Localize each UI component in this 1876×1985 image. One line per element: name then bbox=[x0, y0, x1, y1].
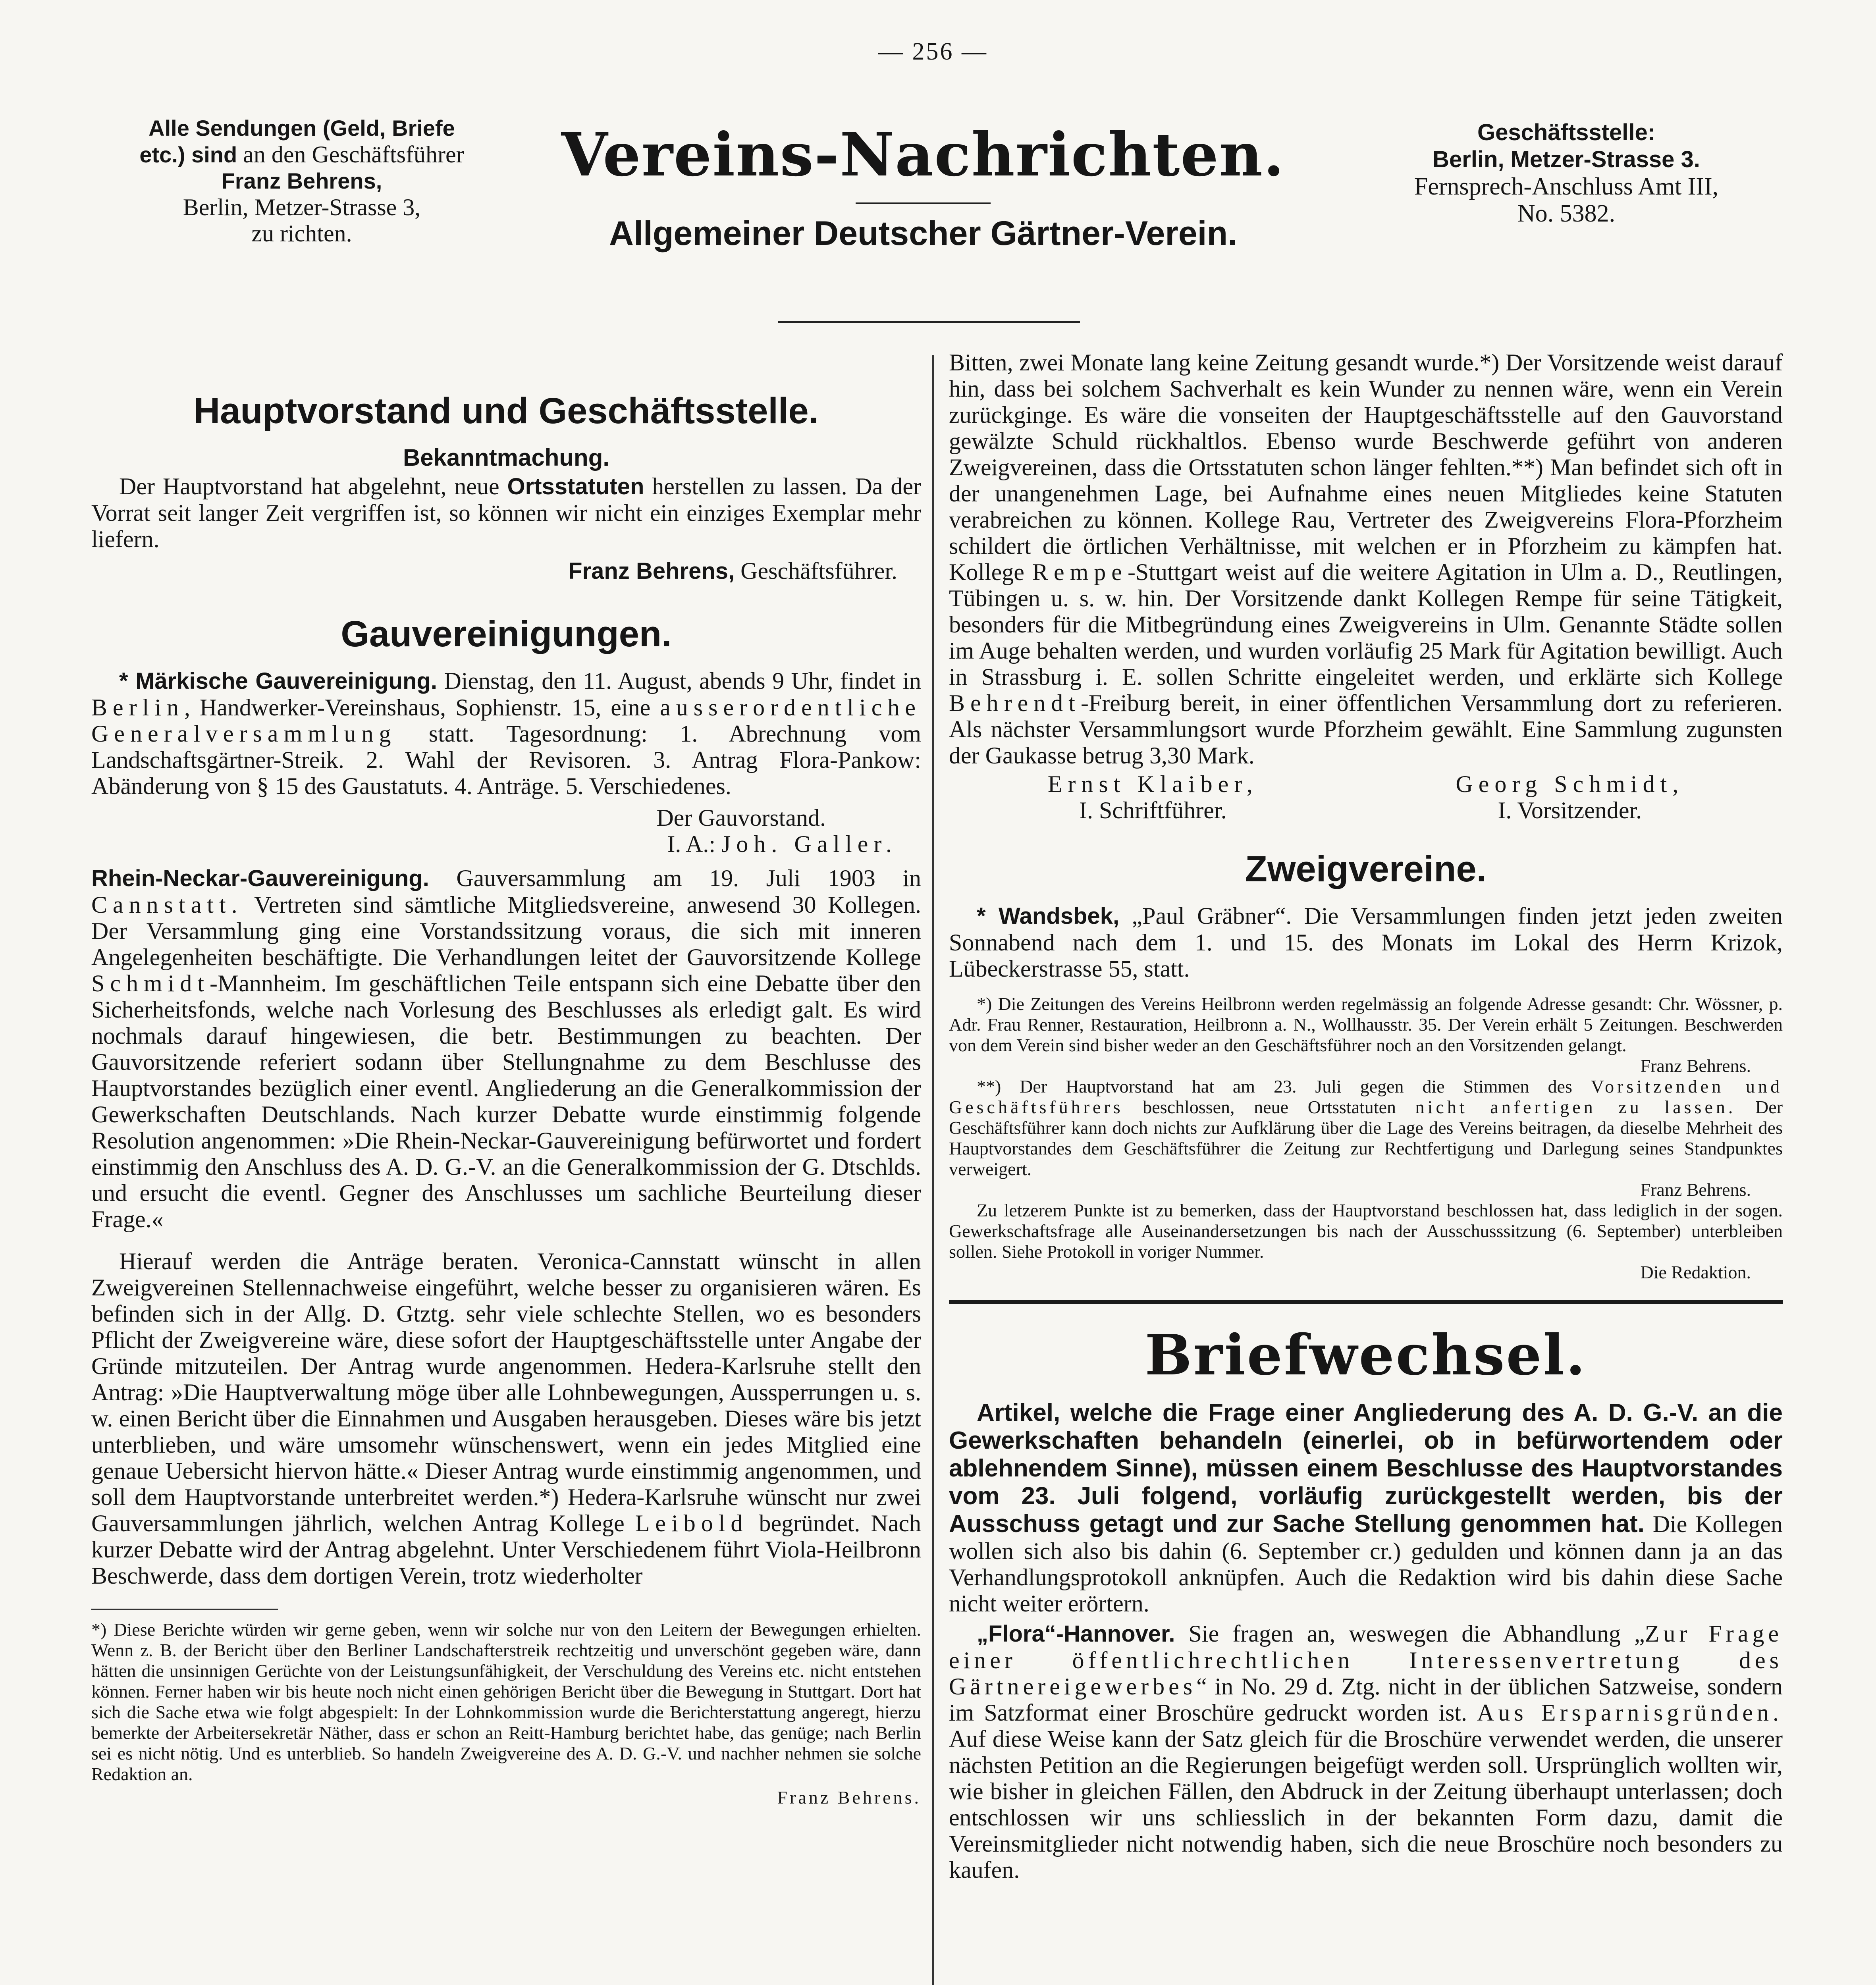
signatures-gau bbox=[949, 771, 1783, 823]
masthead-title: Vereins-Nachrichten. bbox=[561, 120, 1285, 190]
footnote-ortsstatuten-signature: Franz Behrens. bbox=[1640, 1179, 1751, 1200]
header-left-line4: Berlin, Metzer-Strasse 3, bbox=[183, 194, 421, 220]
footnote-ortsstatuten: **) Der Hauptvorstand hat am 23. Juli gegen die Stimmen des Vorsitzenden und Geschäftsführers beschlossen, neue Ortsstatuten nicht anfertigen zu lassen. Der Geschäftsführer kann doch nichts zur Aufklärung über die Lage des Vereins beitragen, da dieselbe Mehrheit des Hauptvorstandes dem Geschäftsführer die Zeitung zur Rechtfertigung und Darlegung seines Standpunktes verweigert. bbox=[949, 1076, 1783, 1179]
header-right-line3: Fernsprech-Anschluss Amt III, bbox=[1414, 173, 1719, 200]
footnote-heilbronn: *) Die Zeitungen des Vereins Heilbronn werden regelmässig an folgende Adresse gesandt: Chr. Wössner, p. Adr. Frau Renner, Restauration, Heilbronn a. N., Wollhausstr. 35. Der Verein erhält 5 Zeitungen. Beschwerden von dem Verein sind bisher weder an den Geschäftsführer noch an den Vorsitzenden gelangt. bbox=[949, 994, 1783, 1055]
header-right-line1: Geschäftsstelle: bbox=[1477, 119, 1656, 145]
footnote-redaktion: Zu letzerem Punkte ist zu bemerken, dass der Hauptvorstand beschlossen hat, dass lediglich in der sogen. Gewerkschaftsfrage alle Auseinandersetzungen bis nach der Ausschusssitzung (6. September) unterbleiben sollen. Siehe Protokoll in voriger Nummer. bbox=[949, 1200, 1783, 1262]
column-divider bbox=[932, 355, 934, 1985]
heading-hauptvorstand: Hauptvorstand und Geschäftsstelle. bbox=[193, 391, 819, 431]
paragraph-continued: Bitten, zwei Monate lang keine Zeitung gesandt wurde.*) Der Vorsitzende weist darauf hin, dass bei solchem Sachverhalt es kein Wunder zu nennen wäre, wenn ein Verein zurückginge. Es wäre die vonseiten der Hauptgeschäftsstelle auf den Gauvorstand gewälzte Schuld rückhaltlos. Ebenso wurde Beschwerde geführt von anderen Zweigvereinen, dass die Ortsstatuten schon länger fehlten.**) Man befindet sich oft in der unangenehmen Lage, bei Aufnahme eines neuen Mitgliedes keine Statuten verabreichen zu können. Kollege Rau, Vertreter des Zweigvereins Flora-Pforzheim schildert die örtlichen Verhältnisse, mit welchen er in Pforzheim zu kämpfen hat. Kollege Rempe-Stuttgart weist auf die weitere Agitation in Ulm a. D., Reutlingen, Tübingen u. s. w. hin. Der Vorsitzende dankt Kollegen Rempe für seine Tätigkeit, besonders für die Mitbegründung eines Zweigvereins in Ulm. Genannte Städte sollen im Auge behalten werden, und wurden vorläufig 25 Mark für Agitation bewilligt. Auch in Strassburg i. E. sollen Schritte eingeleitet werden, und erklärte sich Kollege Behrendt-Freiburg bereit, in einer öffentlichen Versammlung dort zu referieren. Als nächster Versammlungsort wurde Pforzheim gewählt. Eine Sammlung zugunsten der Gaukasse betrug 3,30 Mark. bbox=[949, 349, 1783, 769]
paragraph-wandsbek: * Wandsbek, „Paul Gräbner“. Die Versammlungen finden jetzt jeden zweiten Sonnabend nach dem 1. und 15. des Monats im Lokal des Herrn Krizok, Lübeckerstrasse 55, statt. bbox=[949, 903, 1783, 982]
header-right-office bbox=[1338, 119, 1795, 227]
footnote-rule bbox=[91, 1609, 278, 1610]
header-divider bbox=[778, 321, 1080, 323]
paragraph-rhein-neckar: Rhein-Neckar-Gauvereinigung. Gauversammlung am 19. Juli 1903 in Cannstatt. Vertreten sind sämtliche Mitgliedsvereine, anwesend 30 Kollegen. Der Versammlung ging eine Vorstandssitzung voraus, die sich mit inneren Angelegenheiten beschäftigte. Die Verhandlungen leitet der Gauvorsitzende Kollege Schmidt-Mannheim. Im geschäftlichen Teile entspann sich eine Debatte über den Sicherheitsfonds, welche nach Vorlesung des Beschlusses als erledigt galt. Es wird nochmals darauf hingewiesen, die betr. Bestimmungen zu beachten. Der Gauvorsitzende referiert sodann über Stellungnahme zu dem Beschlusse des Hauptvorstandes bezüglich einer eventl. Angliederung an die Generalkommission der Gewerkschaften Deutschlands. Nach kurzer Debatte wurde einstimmig folgende Resolution angenommen: »Die Rhein-Neckar-Gauvereinigung befürwortet und fordert einstimmig den Anschluss des A. D. G.-V. an die Generalkommission der G. Dtschlds. und ersucht die eventl. Gegner des Anschlusses um sachliche Beurteilung dieser Frage.« bbox=[91, 865, 921, 1232]
signature-schmidt: Georg Schmidt, I. Vorsitzender. bbox=[1456, 771, 1684, 823]
paragraph-ortsstatuten: Der Hauptvorstand hat abgelehnt, neue Ortsstatuten herstellen zu lassen. Da der Vorrat seit langer Zeit vergriffen ist, so können wir nicht ein einziges Exemplar mehr liefern. bbox=[91, 473, 921, 552]
signature-klaiber: Ernst Klaiber, I. Schriftführer. bbox=[1047, 771, 1258, 823]
signature-behrens: Franz Behrens, Geschäftsführer. bbox=[568, 558, 897, 584]
header-left-line2: etc.) sind an den Geschäftsführer bbox=[139, 141, 464, 168]
heading-gauvereinigungen: Gauvereinigungen. bbox=[341, 614, 672, 654]
header-left-address bbox=[91, 115, 512, 247]
paragraph-maerkische: * Märkische Gauvereinigung. Dienstag, den 11. August, abends 9 Uhr, findet in Berlin, Handwerker-Vereinshaus, Sophienstr. 15, eine ausserordentliche Generalversammlung statt. Tagesordnung: 1. Abrechnung vom Landschaftsgärtner-Streik. 2. Wahl der Revisoren. 3. Antrag Flora-Pankow: Abänderung von § 15 des Gaustatuts. 4. Anträge. 5. Verschiedenes. bbox=[91, 668, 921, 799]
masthead-subtitle: Allgemeiner Deutscher Gärtner-Verein. bbox=[609, 214, 1237, 252]
paragraph-antraege: Hierauf werden die Anträge beraten. Veronica-Cannstatt wünscht in allen Zweigvereinen Stellennachweise eingeführt, welche besser zu organisieren wären. Es befinden sich in der Allg. D. Gtztg. sehr viele schlechte Stellen, wo es besonders Pflicht der Zweigvereine wäre, diese sofort der Hauptgeschäftsstelle unter Angabe der Gründe mitzuteilen. Der Antrag wurde angenommen. Hedera-Karlsruhe stellt den Antrag: »Die Hauptverwaltung möge über alle Lohnbewegungen, Aussperrungen u. s. w. einen Bericht über die Einnahmen und Ausgaben herausgeben. Dieses wäre bis jetzt unterblieben, und wäre umsomehr wünschenswert, wenn ein jedes Mitglied eine genaue Uebersicht hiervon hätte.« Dieser Antrag wurde einstimmig angenommen, und soll dem Hauptvorstande unterbreitet werden.*) Hedera-Karlsruhe wünscht nur zwei Gauversammlungen jährlich, welchen Antrag Kollege Leibold begründet. Nach kurzer Debatte wird der Antrag abgelehnt. Unter Verschiedenem führt Viola-Heilbronn Beschwerde, dass dem dortigen Verein, trotz wiederholter bbox=[91, 1248, 921, 1589]
masthead bbox=[536, 119, 1310, 253]
header-left-line1: Alle Sendungen (Geld, Briefe bbox=[148, 116, 455, 141]
right-column bbox=[949, 349, 1783, 1883]
signature-galler: I. A.: Joh. Galler. bbox=[667, 831, 897, 857]
footnote-left-signature: Franz Behrens. bbox=[777, 1787, 921, 1808]
heading-bekanntmachung: Bekanntmachung. bbox=[403, 444, 610, 471]
section-rule bbox=[949, 1300, 1783, 1304]
heading-briefwechsel: Briefwechsel. bbox=[1145, 1323, 1587, 1388]
signature-gauvorstand: Der Gauvorstand. bbox=[656, 805, 826, 831]
footnote-left: *) Diese Berichte würden wir gerne geben, wenn wir solche nur von den Leitern der Bewegungen erhielten. Wenn z. B. der Bericht über den Berliner Landschafterstreik rechtzeitig und unverschönt gegeben wäre, dann hätten die unsinnigen Gerüchte von der Leistungsunfähigkeit, der Verschuldung des Vereins etc. nicht entstehen können. Ferner haben wir bis heute noch nicht einen gehörigen Bericht über die Bewegung in Stuttgart. Dort hat sich die Sache etwa wie folgt abgespielt: In der Lohnkommission wurde die Berichterstattung angeregt, hierzu bemerkte der Arbeitersekretär Näther, dass er schon an Reitt-Hamburg berichtet habe, das genüge; nach Berlin sei es nicht nötig. Und es unterblieb. So handeln Zweigvereine des A. D. G.-V. und nachher nehmen sie solche Redaktion an. bbox=[91, 1619, 921, 1784]
header-left-line3: Franz Behrens, bbox=[221, 168, 382, 193]
page-number: — 256 — bbox=[878, 38, 988, 65]
header-right-line4: No. 5382. bbox=[1517, 200, 1616, 227]
masthead-rule bbox=[856, 202, 991, 204]
paragraph-flora-hannover: „Flora“-Hannover. Sie fragen an, weswegen die Abhandlung „Zur Frage einer öffentlichrechtlichen Interessenvertretung des Gärtnereigewerbes“ in No. 29 d. Ztg. nicht in der üblichen Satzweise, sondern im Satzformat einer Broschüre gedruckt worden ist. Aus Ersparnisgründen. Auf diese Weise kann der Satz gleich für die Broschüre verwendet werden, die unserer nächsten Petition an die Regierungen beigefügt werden soll. Ursprünglich wollten wir, wie bisher in gleichen Fällen, den Abdruck in der Zeitung überhaupt unterlassen; doch entschlossen wir uns schliesslich in der bekannten Form dazu, damit die Vereinsmitglieder nicht notwendig haben, sich die neue Broschüre noch besonders zu kaufen. bbox=[949, 1621, 1783, 1883]
header-left-line5: zu richten. bbox=[251, 220, 352, 247]
footnote-heilbronn-signature: Franz Behrens. bbox=[1640, 1056, 1751, 1076]
header-right-line2: Berlin, Metzer-Strasse 3. bbox=[1433, 146, 1700, 172]
footnote-redaktion-signature: Die Redaktion. bbox=[1640, 1262, 1751, 1282]
paragraph-briefwechsel-notice: Artikel, welche die Frage einer Angliederung des A. D. G.-V. an die Gewerkschaften behandeln (einerlei, ob in befürwortendem oder ablehnendem Sinne), müssen einem Beschlusse des Hauptvorstandes vom 23. Juli folgend, vorläufig zurückgestellt werden, bis der Ausschuss getagt und zur Sache Stellung genommen hat. Die Kollegen wollen sich also bis dahin (6. September cr.) gedulden und können dann ja an das Verhandlungsprotokoll anknüpfen. Auch die Redaktion wird bis dahin diese Sache nicht weiter erörtern. bbox=[949, 1399, 1783, 1617]
left-column bbox=[91, 381, 921, 1811]
heading-zweigvereine: Zweigvereine. bbox=[1245, 849, 1487, 889]
